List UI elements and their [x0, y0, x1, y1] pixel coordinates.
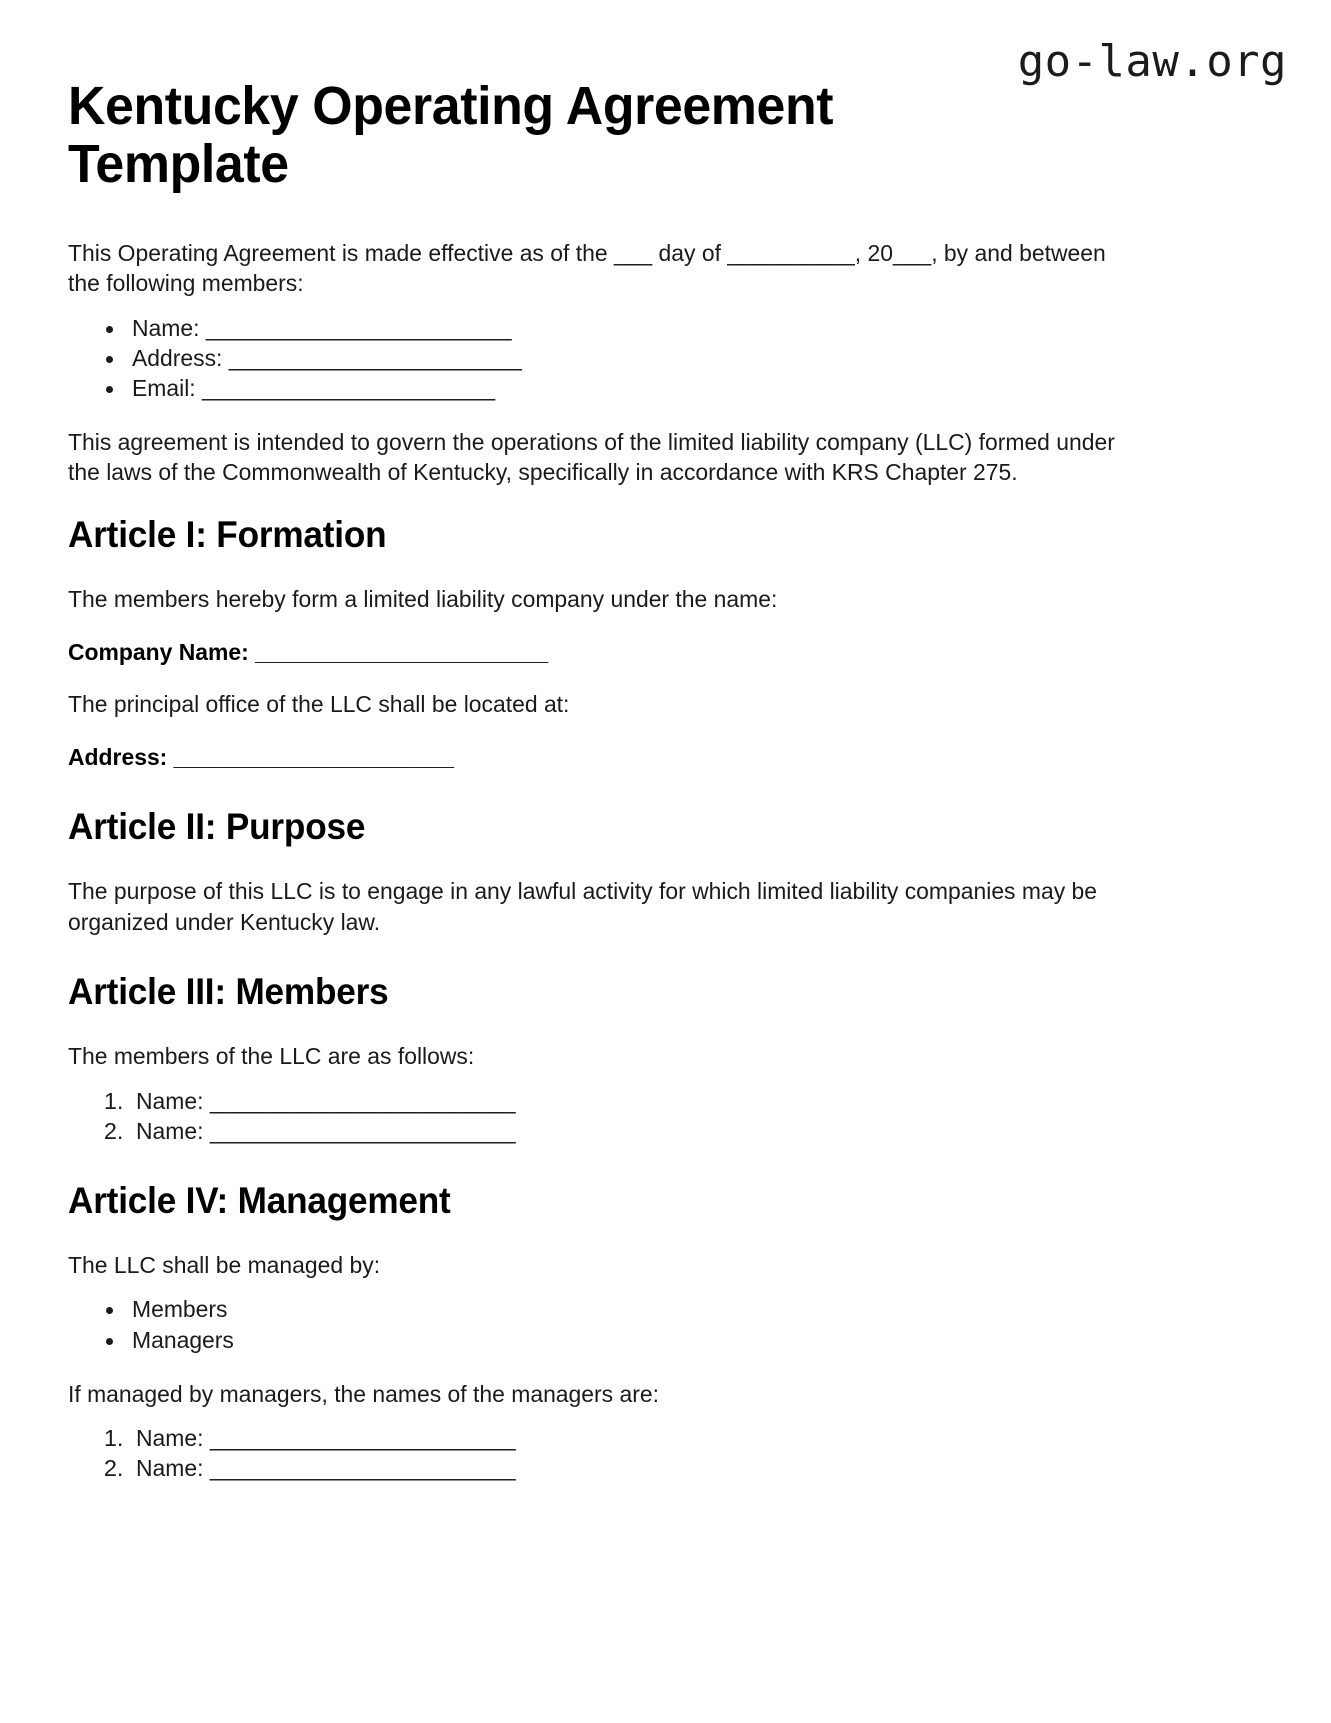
member-slot-1: Name: ________________________ — [136, 1087, 516, 1114]
document-content — [68, 78, 1148, 1483]
article-heading-management: Article IV: Management — [68, 1179, 451, 1221]
list-item — [126, 313, 1148, 343]
member-slot-2: Name: ________________________ — [136, 1117, 516, 1144]
member-field-address: Address: _______________________ — [132, 344, 522, 371]
site-logo: go-law.org — [1017, 36, 1287, 87]
list-item — [130, 1086, 1148, 1116]
article-heading-purpose: Article II: Purpose — [68, 806, 366, 848]
company-name-field: Company Name: _______________________ — [68, 638, 549, 665]
list-item — [126, 373, 1148, 403]
article-heading-members: Article III: Members — [68, 971, 389, 1013]
manager-slot-1: Name: ________________________ — [136, 1425, 516, 1452]
member-field-name: Name: ________________________ — [132, 314, 512, 341]
purpose-body: The purpose of this LLC is to engage in any lawful activity for which limited liability companies may be organized under Kentucky law. — [68, 878, 1098, 935]
management-options-list — [68, 1294, 1148, 1354]
members-numbered-list — [68, 1086, 1148, 1146]
member-field-email: Email: _______________________ — [132, 374, 496, 401]
governing-law-paragraph: This agreement is intended to govern the operations of the limited liability company (LLC) formed under the laws of the Commonwealth of Kentucky, specifically in accordance with KRS Chapter 275. — [68, 428, 1115, 486]
list-item — [126, 1325, 1148, 1355]
principal-office-intro: The principal office of the LLC shall be located at: — [68, 691, 570, 718]
member-fields-list — [68, 313, 1148, 403]
list-item — [126, 343, 1148, 373]
members-intro: The members of the LLC are as follows: — [68, 1043, 475, 1070]
list-item — [130, 1116, 1148, 1146]
manager-slot-2: Name: ________________________ — [136, 1455, 516, 1482]
managers-numbered-list — [68, 1423, 1148, 1483]
intro-paragraph: This Operating Agreement is made effective as of the ___ day of __________, 20___, by and between the following members: — [68, 239, 1106, 297]
formation-intro: The members hereby form a limited liability company under the name: — [68, 585, 778, 612]
page-title: Kentucky Operating Agreement Template — [68, 76, 834, 194]
management-option-managers: Managers — [132, 1326, 234, 1353]
list-item — [130, 1423, 1148, 1453]
principal-address-field: Address: ______________________ — [68, 743, 455, 770]
management-intro: The LLC shall be managed by: — [68, 1251, 381, 1278]
managers-intro: If managed by managers, the names of the managers are: — [68, 1380, 659, 1407]
list-item — [126, 1294, 1148, 1324]
list-item — [130, 1453, 1148, 1483]
management-option-members: Members — [132, 1296, 228, 1323]
article-heading-formation: Article I: Formation — [68, 513, 387, 555]
